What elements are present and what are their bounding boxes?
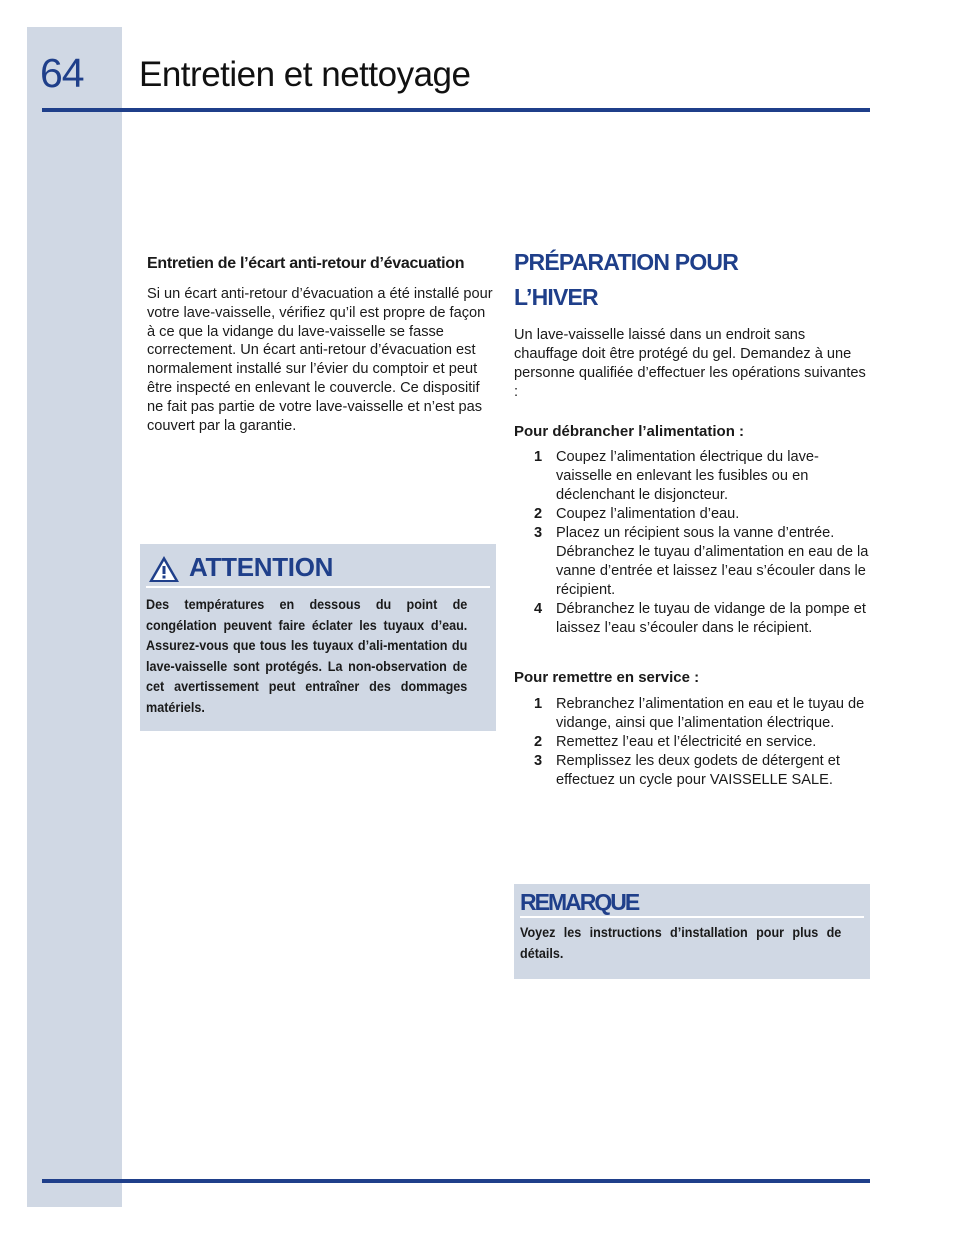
restore-steps (514, 695, 872, 790)
page-title: Entretien et nettoyage (139, 55, 471, 94)
note-text: Voyez les instructions d’installation pour plus de détails. (520, 924, 842, 961)
disconnect-steps (514, 448, 872, 638)
step-number: 1 (534, 696, 543, 712)
step-text: Débranchez le tuyau de vidange de la pompe et laissez l’eau s’écouler dans le récipient. (556, 601, 866, 636)
sidebar-band (27, 27, 122, 1207)
drain-air-gap-body: Si un écart anti-retour d’évacuation a été installé pour votre lave-vaisselle, vérifiez qu’il est propre de façon à ce que la vidange du lave-vaisselle se fasse correctement. Un écart anti-retour d’évacuation est normalement installé sur l’évier du comptoir et peut être inspecté en enlevant le couvercle. Ce dispositif ne fait pas partie de votre lave-vaisselle et n’est pas couvert par la garantie. (147, 286, 493, 434)
list-item (514, 505, 872, 524)
step-text: Rebranchez l’alimentation en eau et le tuyau de vidange, ainsi que l’alimentation électrique. (556, 696, 865, 731)
list-item (514, 448, 872, 505)
list-item (514, 695, 872, 733)
attention-header (146, 550, 490, 588)
step-number: 2 (534, 734, 543, 750)
attention-text: Des températures en dessous du point de congélation peuvent faire éclater les tuyaux d’eau. Assurez-vous que tous les tuyaux d’ali-mentation du lave-vaisselle sont protégés. La non-observation de cet avertissement peut entraîner des dommages matériels. (146, 596, 468, 715)
section-title-line1: PRÉPARATION POUR (514, 249, 739, 275)
note-header (520, 888, 864, 918)
list-item (514, 733, 872, 752)
step-number: 4 (534, 601, 543, 617)
list-item (514, 600, 872, 638)
winterizing-section (514, 245, 872, 790)
step-text: Coupez l’alimentation d’eau. (556, 506, 740, 522)
section-title-line2: L’HIVER (514, 284, 598, 310)
list-item (514, 524, 872, 600)
step-number: 3 (534, 753, 543, 769)
winterizing-intro: Un lave-vaisselle laissé dans un endroit sans chauffage doit être protégé du gel. Demandez à une personne qualifiée d’effectuer les opérations suivantes : (514, 327, 866, 400)
step-text: Placez un récipient sous la vanne d’entrée. Débranchez le tuyau d’alimentation en eau de la vanne d’entrée et laissez l’eau s’écouler dans le récipient. (556, 525, 869, 598)
section-title (514, 245, 872, 315)
step-number: 2 (534, 506, 543, 522)
footer-rule (42, 1179, 870, 1183)
attention-title: ATTENTION (189, 552, 334, 582)
page-number: 64 (40, 50, 84, 96)
disconnect-heading: Pour débrancher l’alimentation : (514, 423, 745, 440)
header-rule (42, 108, 870, 112)
step-text: Remettez l’eau et l’électricité en service. (556, 734, 817, 750)
restore-heading: Pour remettre en service : (514, 669, 700, 686)
step-number: 1 (534, 449, 543, 465)
note-box (514, 884, 870, 979)
list-item (514, 752, 872, 790)
attention-box (140, 544, 496, 731)
drain-air-gap-section (147, 250, 493, 435)
drain-air-gap-subhead: Entretien de l’écart anti-retour d’évacuation (147, 255, 465, 272)
warning-triangle-icon (148, 554, 180, 584)
step-number: 3 (534, 525, 543, 541)
step-text: Coupez l’alimentation électrique du lave-vaisselle en enlevant les fusibles ou en déclenchant le disjoncteur. (556, 449, 819, 503)
step-text: Remplissez les deux godets de détergent et effectuez un cycle pour VAISSELLE SALE. (556, 753, 840, 788)
note-title: REMARQUE (520, 889, 639, 915)
